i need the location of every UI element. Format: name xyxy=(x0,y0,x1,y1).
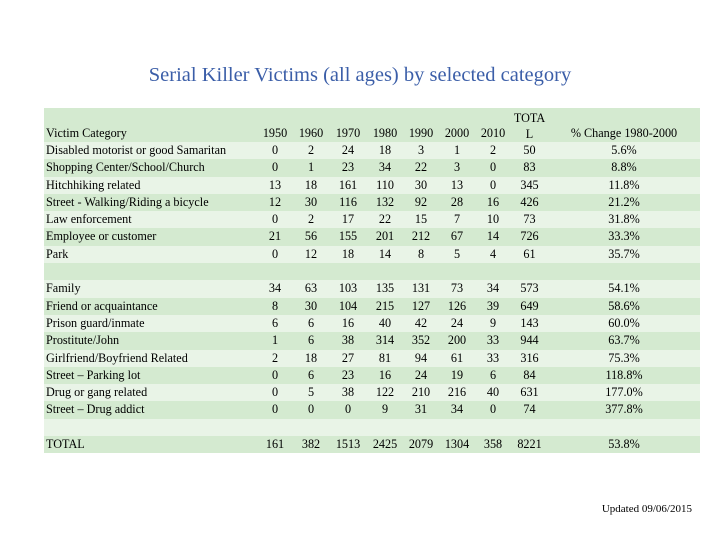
category-cell: Prison guard/inmate xyxy=(44,315,257,332)
value-cell: 2 xyxy=(293,142,329,159)
value-cell: 54.1% xyxy=(548,280,700,297)
value-cell: 16 xyxy=(329,315,367,332)
value-cell: 21.2% xyxy=(548,194,700,211)
header-cell: 1990 xyxy=(403,108,439,142)
value-cell: 53.8% xyxy=(548,436,700,453)
value-cell: 5 xyxy=(439,246,475,263)
value-cell: 0 xyxy=(257,384,293,401)
value-cell: 5 xyxy=(293,384,329,401)
value-cell: 126 xyxy=(439,298,475,315)
value-cell: 63.7% xyxy=(548,332,700,349)
value-cell: 122 xyxy=(367,384,403,401)
value-cell: 0 xyxy=(475,159,511,176)
value-cell: 1 xyxy=(293,159,329,176)
value-cell: 8 xyxy=(257,298,293,315)
value-cell: 0 xyxy=(257,211,293,228)
value-cell: 7 xyxy=(439,211,475,228)
value-cell: 726 xyxy=(511,228,548,245)
header-cell: 1980 xyxy=(367,108,403,142)
value-cell: 352 xyxy=(403,332,439,349)
value-cell: 103 xyxy=(329,280,367,297)
value-cell: 210 xyxy=(403,384,439,401)
category-cell: Street - Walking/Riding a bicycle xyxy=(44,194,257,211)
value-cell: 40 xyxy=(367,315,403,332)
value-cell: 649 xyxy=(511,298,548,315)
value-cell: 161 xyxy=(257,436,293,453)
value-cell: 92 xyxy=(403,194,439,211)
value-cell: 94 xyxy=(403,350,439,367)
header-cell: % Change 1980-2000 xyxy=(548,108,700,142)
table-row xyxy=(44,367,700,384)
value-cell: 24 xyxy=(329,142,367,159)
value-cell: 12 xyxy=(293,246,329,263)
value-cell: 24 xyxy=(403,367,439,384)
table-row xyxy=(44,401,700,418)
value-cell: 426 xyxy=(511,194,548,211)
value-cell: 316 xyxy=(511,350,548,367)
value-cell: 17 xyxy=(329,211,367,228)
value-cell: 24 xyxy=(439,315,475,332)
table-row xyxy=(44,384,700,401)
updated-note: Updated 09/06/2015 xyxy=(601,503,692,515)
category-cell: Employee or customer xyxy=(44,228,257,245)
category-cell: TOTAL xyxy=(44,436,257,453)
value-cell: 0 xyxy=(257,367,293,384)
spacer-row xyxy=(44,419,700,436)
value-cell: 30 xyxy=(403,177,439,194)
table-row xyxy=(44,142,700,159)
table-row xyxy=(44,350,700,367)
value-cell: 22 xyxy=(403,159,439,176)
value-cell: 33 xyxy=(475,332,511,349)
value-cell: 14 xyxy=(367,246,403,263)
value-cell: 31.8% xyxy=(548,211,700,228)
category-cell: Disabled motorist or good Samaritan xyxy=(44,142,257,159)
value-cell: 30 xyxy=(293,298,329,315)
category-cell: Girlfriend/Boyfriend Related xyxy=(44,350,257,367)
value-cell: 116 xyxy=(329,194,367,211)
value-cell: 18 xyxy=(367,142,403,159)
header-cell: 1950 xyxy=(257,108,293,142)
value-cell: 0 xyxy=(257,159,293,176)
value-cell: 358 xyxy=(475,436,511,453)
category-cell: Prostitute/John xyxy=(44,332,257,349)
value-cell: 1304 xyxy=(439,436,475,453)
table-row xyxy=(44,332,700,349)
value-cell: 3 xyxy=(403,142,439,159)
value-cell: 21 xyxy=(257,228,293,245)
value-cell: 84 xyxy=(511,367,548,384)
value-cell: 573 xyxy=(511,280,548,297)
value-cell: 33 xyxy=(475,350,511,367)
value-cell: 61 xyxy=(439,350,475,367)
table-row xyxy=(44,436,700,453)
value-cell: 56 xyxy=(293,228,329,245)
value-cell: 4 xyxy=(475,246,511,263)
value-cell: 8.8% xyxy=(548,159,700,176)
category-cell: Shopping Center/School/Church xyxy=(44,159,257,176)
value-cell: 16 xyxy=(367,367,403,384)
value-cell: 631 xyxy=(511,384,548,401)
value-cell: 39 xyxy=(475,298,511,315)
table-row xyxy=(44,246,700,263)
value-cell: 8 xyxy=(403,246,439,263)
value-cell: 9 xyxy=(367,401,403,418)
table-row xyxy=(44,298,700,315)
value-cell: 161 xyxy=(329,177,367,194)
header-cell: 1970 xyxy=(329,108,367,142)
value-cell: 50 xyxy=(511,142,548,159)
value-cell: 135 xyxy=(367,280,403,297)
value-cell: 3 xyxy=(439,159,475,176)
value-cell: 13 xyxy=(257,177,293,194)
victims-table xyxy=(44,108,700,453)
value-cell: 143 xyxy=(511,315,548,332)
value-cell: 6 xyxy=(293,367,329,384)
value-cell: 1 xyxy=(439,142,475,159)
value-cell: 12 xyxy=(257,194,293,211)
value-cell: 30 xyxy=(293,194,329,211)
value-cell: 19 xyxy=(439,367,475,384)
value-cell: 944 xyxy=(511,332,548,349)
header-cell: 2010 xyxy=(475,108,511,142)
value-cell: 345 xyxy=(511,177,548,194)
category-cell: Law enforcement xyxy=(44,211,257,228)
value-cell: 132 xyxy=(367,194,403,211)
category-cell: Street – Drug addict xyxy=(44,401,257,418)
table-row xyxy=(44,177,700,194)
value-cell: 314 xyxy=(367,332,403,349)
table-row xyxy=(44,194,700,211)
value-cell: 35.7% xyxy=(548,246,700,263)
slide-title: Serial Killer Victims (all ages) by selected category xyxy=(148,64,572,86)
value-cell: 73 xyxy=(511,211,548,228)
value-cell: 127 xyxy=(403,298,439,315)
value-cell: 110 xyxy=(367,177,403,194)
value-cell: 34 xyxy=(367,159,403,176)
value-cell: 377.8% xyxy=(548,401,700,418)
value-cell: 23 xyxy=(329,367,367,384)
category-cell: Family xyxy=(44,280,257,297)
value-cell: 201 xyxy=(367,228,403,245)
value-cell: 75.3% xyxy=(548,350,700,367)
value-cell: 38 xyxy=(329,332,367,349)
category-cell: Drug or gang related xyxy=(44,384,257,401)
value-cell: 8221 xyxy=(511,436,548,453)
value-cell: 10 xyxy=(475,211,511,228)
value-cell: 0 xyxy=(293,401,329,418)
header-row xyxy=(44,108,700,142)
value-cell: 14 xyxy=(475,228,511,245)
value-cell: 15 xyxy=(403,211,439,228)
header-cell: TOTAL xyxy=(511,108,548,142)
table-row xyxy=(44,315,700,332)
value-cell: 83 xyxy=(511,159,548,176)
value-cell: 58.6% xyxy=(548,298,700,315)
header-cell: 1960 xyxy=(293,108,329,142)
value-cell: 2 xyxy=(293,211,329,228)
value-cell: 2079 xyxy=(403,436,439,453)
value-cell: 22 xyxy=(367,211,403,228)
category-cell: Park xyxy=(44,246,257,263)
value-cell: 6 xyxy=(475,367,511,384)
value-cell: 212 xyxy=(403,228,439,245)
table-row xyxy=(44,211,700,228)
value-cell: 28 xyxy=(439,194,475,211)
value-cell: 9 xyxy=(475,315,511,332)
value-cell: 6 xyxy=(293,315,329,332)
value-cell: 60.0% xyxy=(548,315,700,332)
value-cell: 38 xyxy=(329,384,367,401)
value-cell: 0 xyxy=(329,401,367,418)
category-cell: Friend or acquaintance xyxy=(44,298,257,315)
value-cell: 18 xyxy=(293,350,329,367)
value-cell: 63 xyxy=(293,280,329,297)
value-cell: 0 xyxy=(257,401,293,418)
value-cell: 2 xyxy=(475,142,511,159)
value-cell: 81 xyxy=(367,350,403,367)
value-cell: 73 xyxy=(439,280,475,297)
value-cell: 33.3% xyxy=(548,228,700,245)
value-cell: 34 xyxy=(439,401,475,418)
value-cell: 5.6% xyxy=(548,142,700,159)
value-cell: 200 xyxy=(439,332,475,349)
category-cell: Hitchhiking related xyxy=(44,177,257,194)
value-cell: 1513 xyxy=(329,436,367,453)
table-body xyxy=(44,108,700,453)
value-cell: 16 xyxy=(475,194,511,211)
value-cell: 1 xyxy=(257,332,293,349)
value-cell: 177.0% xyxy=(548,384,700,401)
value-cell: 0 xyxy=(257,246,293,263)
value-cell: 0 xyxy=(475,401,511,418)
table-row xyxy=(44,159,700,176)
value-cell: 11.8% xyxy=(548,177,700,194)
header-cell: 2000 xyxy=(439,108,475,142)
value-cell: 104 xyxy=(329,298,367,315)
value-cell: 2 xyxy=(257,350,293,367)
value-cell: 131 xyxy=(403,280,439,297)
spacer-row xyxy=(44,263,700,280)
value-cell: 18 xyxy=(329,246,367,263)
value-cell: 27 xyxy=(329,350,367,367)
value-cell: 382 xyxy=(293,436,329,453)
value-cell: 215 xyxy=(367,298,403,315)
value-cell: 0 xyxy=(475,177,511,194)
value-cell: 18 xyxy=(293,177,329,194)
value-cell: 34 xyxy=(257,280,293,297)
value-cell: 74 xyxy=(511,401,548,418)
value-cell: 155 xyxy=(329,228,367,245)
value-cell: 118.8% xyxy=(548,367,700,384)
value-cell: 2425 xyxy=(367,436,403,453)
value-cell: 67 xyxy=(439,228,475,245)
table-row xyxy=(44,228,700,245)
value-cell: 6 xyxy=(293,332,329,349)
value-cell: 42 xyxy=(403,315,439,332)
value-cell: 61 xyxy=(511,246,548,263)
value-cell: 23 xyxy=(329,159,367,176)
value-cell: 31 xyxy=(403,401,439,418)
value-cell: 216 xyxy=(439,384,475,401)
value-cell: 34 xyxy=(475,280,511,297)
category-cell: Street – Parking lot xyxy=(44,367,257,384)
value-cell: 40 xyxy=(475,384,511,401)
value-cell: 13 xyxy=(439,177,475,194)
table-row xyxy=(44,280,700,297)
header-cell: Victim Category xyxy=(44,108,257,142)
value-cell: 6 xyxy=(257,315,293,332)
value-cell: 0 xyxy=(257,142,293,159)
